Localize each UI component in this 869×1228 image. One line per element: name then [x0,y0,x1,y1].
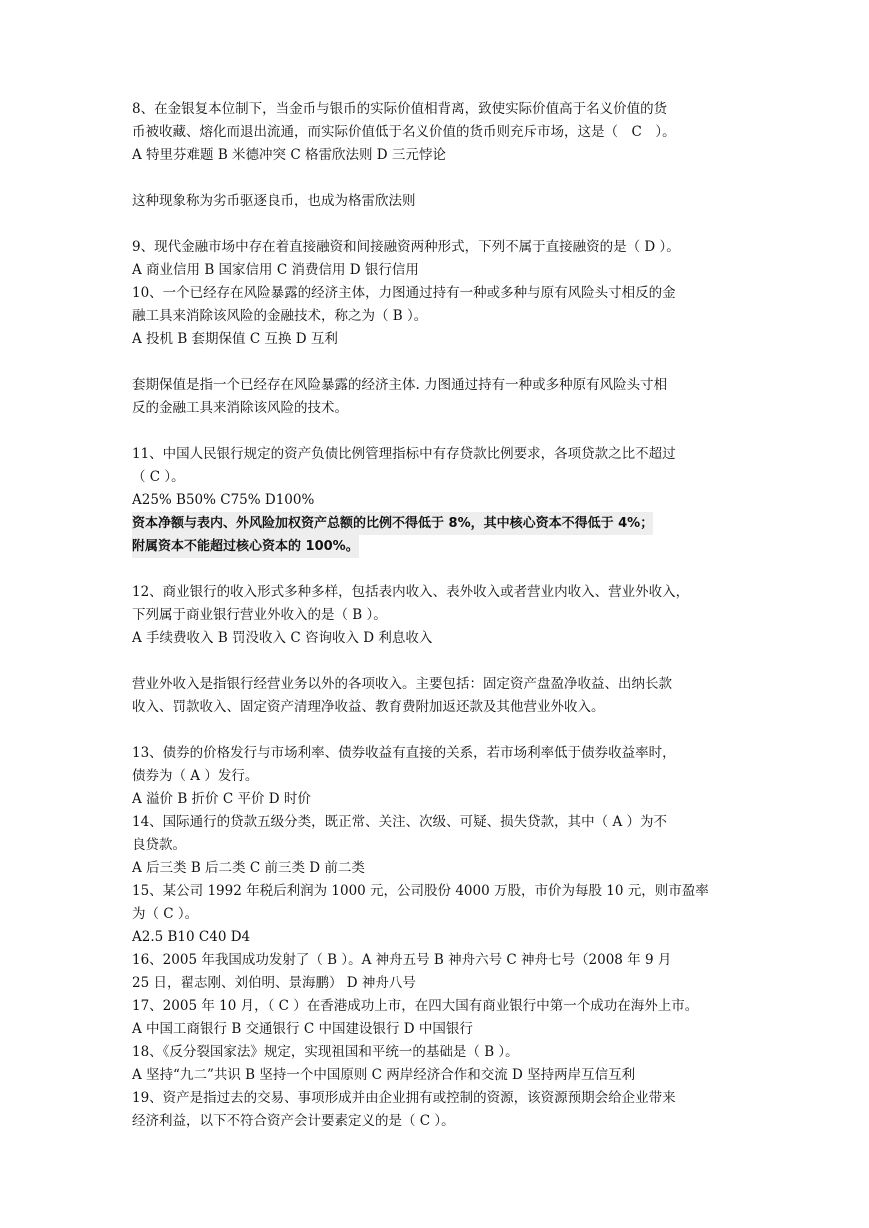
q8-line-1: 8、在金银复本位制下，当金币与银币的实际价值相背离，致使实际价值高于名义价值的货 [132,101,668,117]
q10-line-1: 10、一个已经存在风险暴露的经济主体，力图通过持有一种或多种与原有风险头寸相反的金 [132,285,676,301]
q13-line-2: 债券为（ A ）发行。 [132,768,259,784]
q16-line-1: 16、2005 年我国成功发射了（ B ）。A 神舟五号 B 神舟六号 C 神舟七号（2008 年 9 月 [132,952,672,968]
document-page [132,98,738,1133]
q17-options: A 中国工商银行 B 交通银行 C 中国建设银行 D 中国银行 [132,1021,473,1037]
q13-line-1: 13、债券的价格发行与市场利率、债券收益有直接的关系，若市场利率低于债券收益率时， [132,745,676,761]
q11-note-1: 资本净额与表内、外风险加权资产总额的比例不得低于 8%，其中核心资本不得低于 4%； [132,512,653,535]
q12-options: A 手续费收入 B 罚没收入 C 咨询收入 D 利息收入 [132,630,433,646]
q11-note-2: 附属资本不能超过核心资本的 100%。 [132,535,359,558]
q13-options: A 溢价 B 折价 C 平价 D 时价 [132,791,311,807]
q15-line-2: 为（ C ）。 [132,906,199,922]
q14-line-2: 良贷款。 [132,837,186,853]
q19-line-1: 19、资产是指过去的交易、事项形成并由企业拥有或控制的资源，该资源预期会给企业带来 [132,1090,676,1106]
q19-line-2: 经济利益，以下不符合资产会计要素定义的是（ C ）。 [132,1113,455,1129]
q8-note: 这种现象称为劣币驱逐良币，也成为格雷欣法则 [132,193,416,209]
q11-line-1: 11、中国人民银行规定的资产负债比例管理指标中有存贷款比例要求，各项贷款之比不超过 [132,446,676,462]
q18-options: A 坚持“九二”共识 B 坚持一个中国原则 C 两岸经济合作和交流 D 坚持两岸互信互利 [132,1067,636,1083]
q14-line-1: 14、国际通行的贷款五级分类，既正常、关注、次级、可疑、损失贷款，其中（ A ）为不 [132,814,668,830]
q10-line-2: 融工具来消除该风险的金融技术，称之为（ B ）。 [132,308,428,324]
q8-options: A 特里芬难题 B 米德冲突 C 格雷欣法则 D 三元悖论 [132,147,446,163]
q17-line-1: 17、2005 年 10 月，（ C ）在香港成功上市，在四大国有商业银行中第一个成功在海外上市。 [132,998,699,1014]
q15-options: A2.5 B10 C40 D4 [132,929,251,945]
q12-note-1: 营业外收入是指银行经营业务以外的各项收入。主要包括：固定资产盘盈净收益、出纳长款 [132,676,672,692]
q16-line-2: 25 日，翟志刚、刘伯明、景海鹏） D 神舟八号 [132,975,416,991]
q14-options: A 后三类 B 后二类 C 前三类 D 前二类 [132,860,365,876]
q12-note-2: 收入、罚款收入、固定资产清理净收益、教育费附加返还款及其他营业外收入。 [132,699,605,715]
q9-options: A 商业信用 B 国家信用 C 消费信用 D 银行信用 [132,262,419,278]
q11-line-2: （ C ）。 [132,469,185,485]
q10-note-2: 反的金融工具来消除该风险的技术。 [132,400,348,416]
q12-line-2: 下列属于商业银行营业外收入的是（ B ）。 [132,607,387,623]
q8-line-2: 币被收藏、熔化而退出流通，而实际价值低于名义价值的货币则充斥市场，这是（ C ）。 [132,124,676,140]
q15-line-1: 15、某公司 1992 年税后利润为 1000 元，公司股份 4000 万股，市价为每股 10 元，则市盈率 [132,883,709,899]
q11-options: A25% B50% C75% D100% [132,492,315,508]
q18-line-1: 18、《反分裂国家法》规定，实现祖国和平统一的基础是（ B ）。 [132,1044,519,1060]
q12-line-1: 12、商业银行的收入形式多种多样，包括表内收入、表外收入或者营业内收入、营业外收入， [132,584,690,600]
q10-options: A 投机 B 套期保值 C 互换 D 互利 [132,331,338,347]
q9-line-1: 9、现代金融市场中存在着直接融资和间接融资两种形式，下列不属于直接融资的是（ D ）。 [132,239,680,255]
q10-note-1: 套期保值是指一个已经存在风险暴露的经济主体. 力图通过持有一种或多种原有风险头寸相 [132,377,668,393]
